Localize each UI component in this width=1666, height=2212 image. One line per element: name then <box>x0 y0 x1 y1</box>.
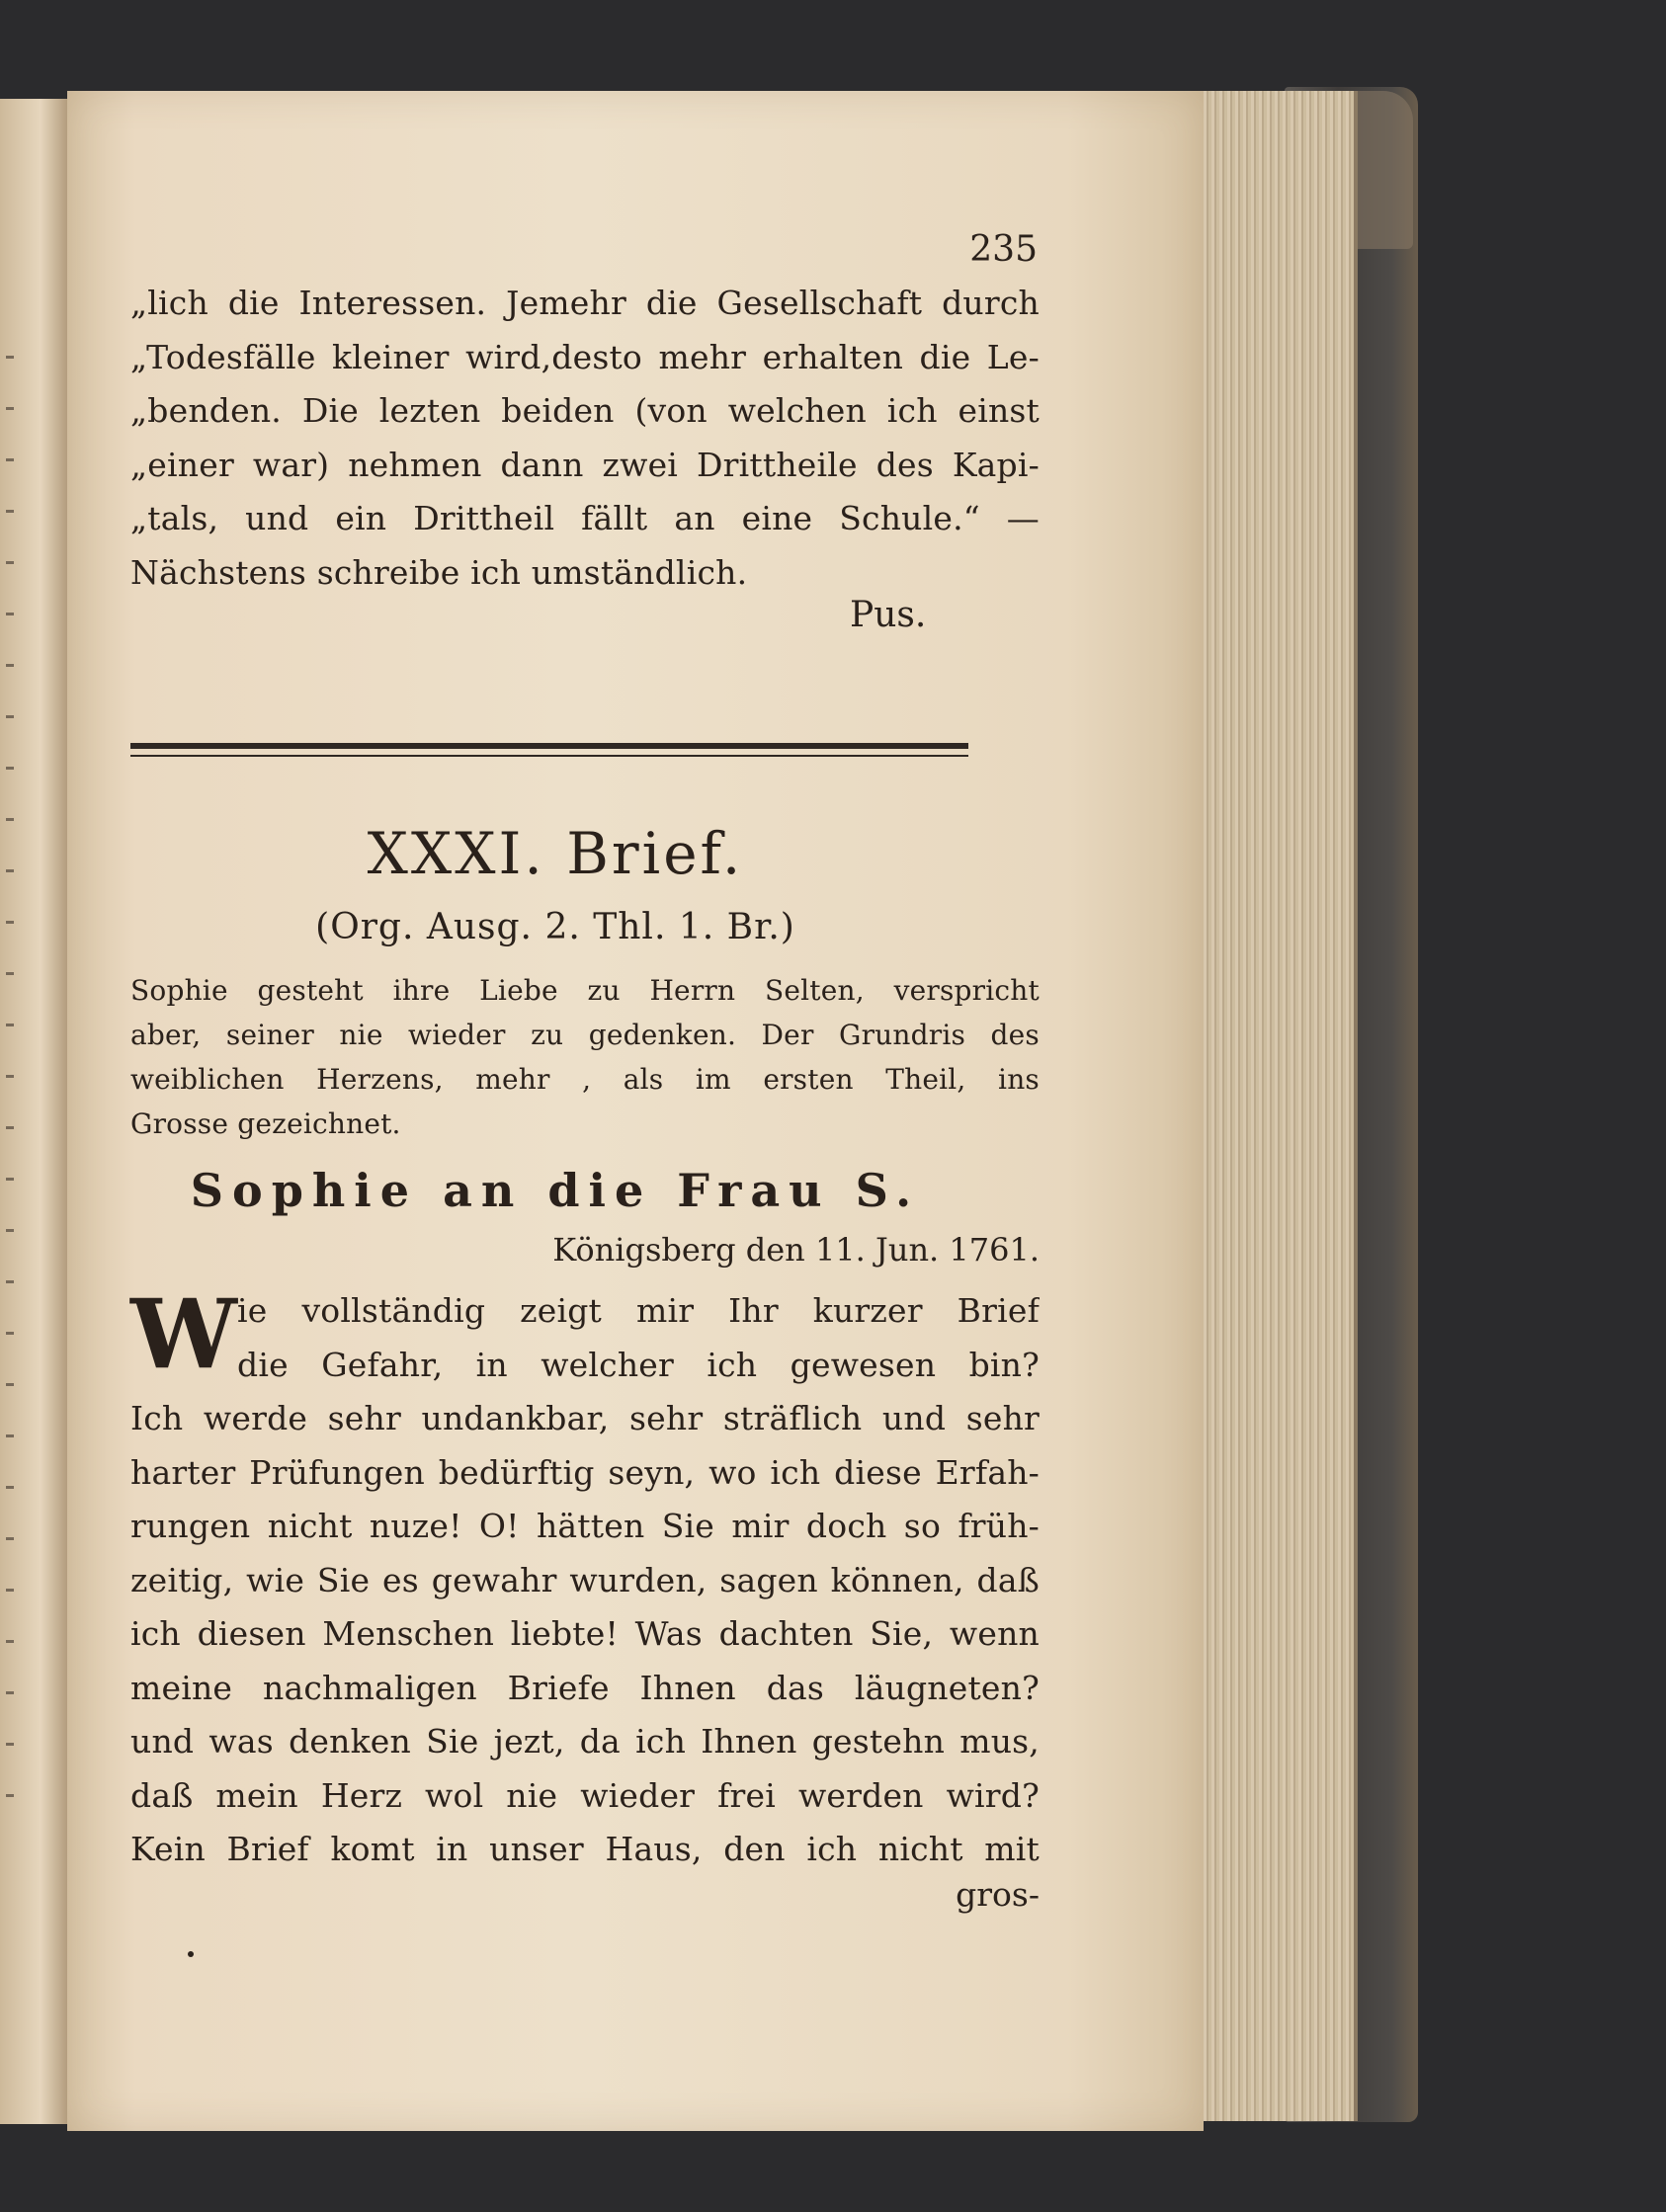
text-line: die Gefahr, in welcher ich gewesen bin? <box>237 1345 1040 1384</box>
text-line: rungen nicht nuze! O! hätten Sie mir doch so früh- <box>130 1507 1040 1545</box>
text-line: „tals, und ein Drittheil fällt an eine Schule.“ — <box>130 499 1040 537</box>
letter-heading: XXXI. Brief. <box>367 820 744 887</box>
letter-body <box>130 1278 1040 1877</box>
text-line: Ich werde sehr undankbar, sehr sträflich und sehr <box>130 1399 1040 1437</box>
summary-line: Sophie gesteht ihre Liebe zu Herrn Selten, verspricht <box>130 974 1040 1007</box>
text-line: zeitig, wie Sie es gewahr wurden, sagen können, daß <box>130 1560 1040 1599</box>
text-line: meine nachmaligen Briefe Ihnen das läugneten? <box>130 1668 1040 1707</box>
source-note: (Org. Ausg. 2. Thl. 1. Br.) <box>315 907 795 947</box>
text-line: Nächstens schreibe ich umständlich. <box>130 552 748 592</box>
page-stack-edge <box>1196 91 1358 2121</box>
text-line: „Todesfälle kleiner wird,desto mehr erhalten die Le- <box>130 337 1040 376</box>
signature: Pus. <box>850 595 927 635</box>
drop-cap: W <box>130 1278 237 1390</box>
summary-line: aber, seiner nie wieder zu gedenken. Der Grundris des <box>130 1019 1040 1051</box>
dateline: Königsberg den 11. Jun. 1761. <box>552 1231 1040 1269</box>
page-number: 235 <box>969 229 1038 270</box>
text-line: „benden. Die lezten beiden (von welchen ich einst <box>130 391 1040 430</box>
text-line: harter Prüfungen bedürftig seyn, wo ich diese Erfah- <box>130 1452 1040 1492</box>
text-line: Kein Brief komt in unser Haus, den ich nicht mit <box>130 1830 1040 1868</box>
summary-line: weiblichen Herzens, mehr , als im ersten Theil, ins <box>130 1063 1040 1096</box>
text-line: ie vollständig zeigt mir Ihr kurzer Brief <box>237 1291 1040 1330</box>
text-line: daß mein Herz wol nie wieder frei werden wird? <box>130 1775 1040 1815</box>
text-line: „einer war) nehmen dann zwei Drittheile des Kapi- <box>130 445 1040 484</box>
text-line: und was denken Sie jezt, da ich Ihnen gestehn mus, <box>130 1722 1040 1761</box>
previous-page-edge <box>0 99 70 2124</box>
top-paragraph <box>130 277 1040 600</box>
letter-summary <box>130 968 1040 1146</box>
summary-line: Grosse gezeichnet. <box>130 1107 401 1140</box>
ink-speck <box>188 1951 194 1957</box>
catchword: gros- <box>956 1875 1040 1914</box>
text-line: ich diesen Menschen liebte! Was dachten Sie, wenn <box>130 1614 1040 1653</box>
section-divider <box>130 743 968 757</box>
text-line: „lich die Interessen. Jemehr die Gesellschaft durch <box>130 284 1040 322</box>
salutation: Sophie an die Frau S. <box>190 1164 921 1217</box>
